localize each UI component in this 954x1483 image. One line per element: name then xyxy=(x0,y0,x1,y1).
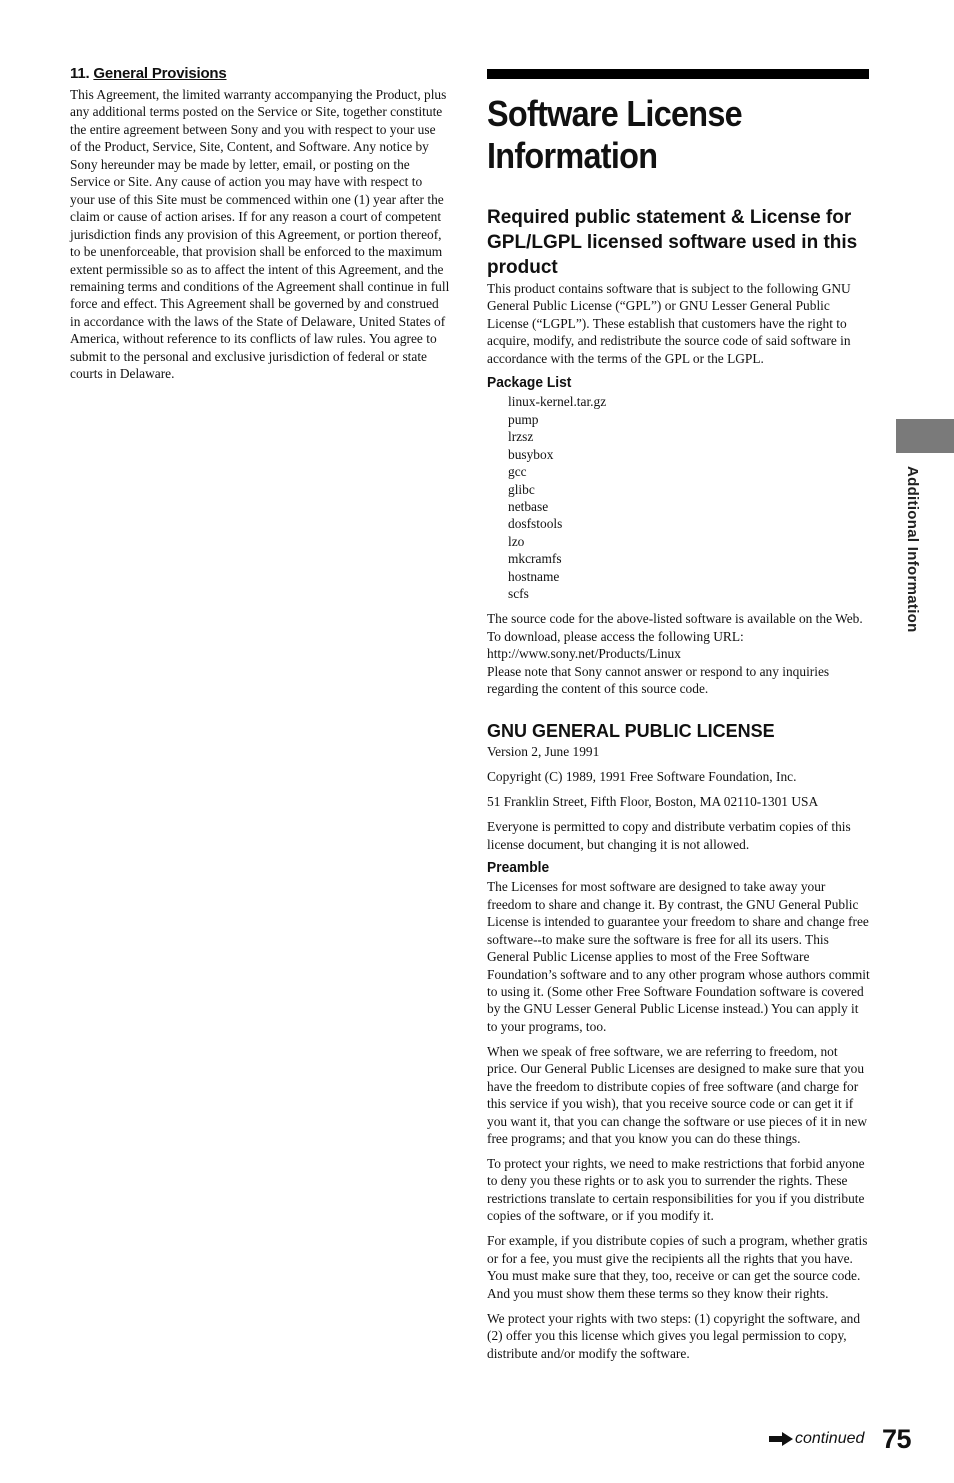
page-title: Software License Information xyxy=(487,93,742,176)
package-list-heading: Package List xyxy=(487,374,572,392)
required-statement-heading: Required public statement & License for GPL/LGPL licensed software used in this product xyxy=(487,207,858,278)
section-title: General Provisions xyxy=(93,65,227,82)
general-provisions-paragraph: This Agreement, the limited warranty accompanying the Product, plus any additional terms posted on the Service or Site, together constitute the entire agreement between Sony and you with respect to your use of the Product, Service, Site, Content, and Software. Any notice by Sony hereunder may be made by letter, email, or posting on the Service or Site. Any cause of action you may have with respect to your use of this Site must be commenced within one (1) year after the claim or cause of action arises. If for any reason a court of competent jurisdiction finds any provision of this Agreement, or portion thereof, to be unenforceable, that provision shall be enforced to the maximum extent permissible so as to affect the intent of this Agreement, and the remaining terms and conditions of the Agreement shall continue in full force and effect. This Agreement shall be governed by and construed in accordance with the laws of the State of Delaware, United States of America, without reference to its conflicts of law rules. You agree to submit to the personal and exclusive jurisdiction of federal or state courts in Delaware. xyxy=(70,87,450,382)
download-instruction: To download, please access the following URL: xyxy=(487,628,744,644)
preamble-paragraph: We protect your rights with two steps: (1) copyright the software, and (2) offer you this license which gives you legal permission to copy, distribute and/or modify the software. xyxy=(487,1310,861,1361)
package-item: pump xyxy=(508,411,539,427)
package-item: lzo xyxy=(508,533,525,549)
side-tab-marker xyxy=(896,419,954,453)
side-tab-label-container xyxy=(900,466,922,656)
package-item: glibc xyxy=(508,481,535,497)
right-column xyxy=(487,69,871,1362)
package-item: lrzsz xyxy=(508,429,534,445)
title-rule xyxy=(487,69,869,79)
package-list xyxy=(487,393,871,602)
package-item: netbase xyxy=(508,498,549,514)
source-url: http://www.sony.net/Products/Linux xyxy=(487,646,681,662)
gpl-heading: GNU GENERAL PUBLIC LICENSE xyxy=(487,721,775,742)
preamble-heading: Preamble xyxy=(487,859,550,877)
source-available-text: The source code for the above-listed software is available on the Web. xyxy=(487,611,863,627)
section-number: 11. xyxy=(70,65,90,82)
package-item: linux-kernel.tar.gz xyxy=(508,394,607,410)
gpl-copyright: Copyright (C) 1989, 1991 Free Software Foundation, Inc. xyxy=(487,769,797,785)
permission-notice: Everyone is permitted to copy and distribute verbatim copies of this license document, but changing it is not allowed. xyxy=(487,819,851,852)
left-column xyxy=(70,64,450,383)
gpl-version: Version 2, June 1991 xyxy=(487,744,600,760)
preamble-paragraph: The Licenses for most software are designed to take away your freedom to share and change it. By contrast, the GNU General Public License is intended to guarantee your freedom to share and change free software--to make sure the software is free for all its users. This General Public License applies to most of the Free Software Foundation’s software and to any other program whose authors commit to using it. (Some other Free Software Foundation software is covered by the GNU Lesser General Public License instead.) You can apply it to your programs, too. xyxy=(487,879,870,1034)
package-item: mkcramfs xyxy=(508,551,562,567)
preamble-paragraph: For example, if you distribute copies of such a program, whether gratis or for a fee, you must give the recipients all the rights that you have. You must make sure that they, too, receive or can get the source code. And you must show them these terms so they know their rights. xyxy=(487,1233,868,1301)
package-item: dosfstools xyxy=(508,516,563,532)
package-item: scfs xyxy=(508,586,529,602)
intro-paragraph: This product contains software that is subject to the following GNU General Public License (“GPL”) or GNU Lesser General Public License (“LGPL”). These establish that customers have the right to acquire, modify, and redistribute the source code of said software in accordance with the terms of the GPL or the LGPL. xyxy=(487,281,851,366)
preamble-paragraph: When we speak of free software, we are referring to freedom, not price. Our General Public Licenses are designed to make sure that you have the freedom to distribute copies of free software (and charge for this service if you wish), that you receive source code or can get it if you want it, that you can change the software or use pieces of it in new free programs; and that you know you can do these things. xyxy=(487,1043,868,1147)
preamble-paragraph: To protect your rights, we need to make restrictions that forbid anyone to deny you these rights or to ask you to surrender the rights. These restrictions translate to certain responsibilities for you if you distribute copies of the software, or if you modify it. xyxy=(487,1156,865,1224)
side-tab-label: Additional Information xyxy=(904,466,921,633)
continued-indicator xyxy=(769,1428,864,1450)
package-item: hostname xyxy=(508,568,560,584)
package-item: gcc xyxy=(508,464,527,480)
section-heading-general-provisions xyxy=(70,64,450,84)
package-item: busybox xyxy=(508,446,554,462)
page-number: 75 xyxy=(882,1424,912,1454)
inquiry-note: Please note that Sony cannot answer or respond to any inquiries regarding the content of this source code. xyxy=(487,663,830,697)
fsf-address: 51 Franklin Street, Fifth Floor, Boston, MA 02110-1301 USA xyxy=(487,794,819,810)
continued-label: continued xyxy=(795,1430,865,1447)
arrow-right-icon xyxy=(769,1432,793,1446)
